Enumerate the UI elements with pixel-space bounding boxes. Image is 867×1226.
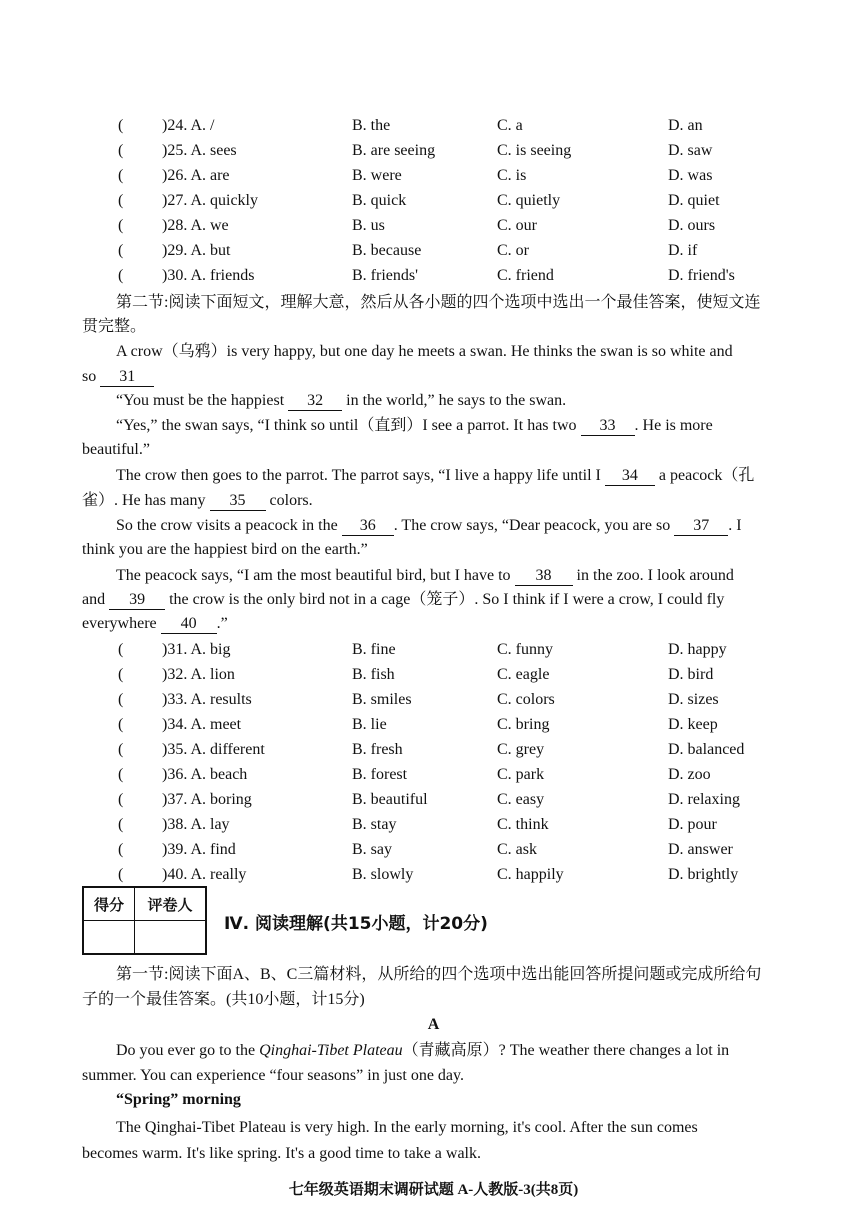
blank-40[interactable]: 40 [161, 615, 217, 634]
option-b: B. lie [352, 716, 387, 733]
option-c: C. colors [497, 691, 555, 708]
answer-paren[interactable]: ( [118, 167, 124, 184]
option-b: B. fish [352, 666, 395, 683]
passage-line: think you are the happiest bird on the earth.” [82, 541, 368, 558]
option-c: C. easy [497, 791, 545, 808]
option-b: B. quick [352, 192, 407, 209]
answer-paren[interactable]: ( [118, 217, 124, 234]
option-c: C. is [497, 167, 527, 184]
passage-a-heading: “Spring” morning [116, 1091, 241, 1108]
option-c: C. park [497, 766, 545, 783]
blank-35[interactable]: 35 [210, 492, 266, 511]
blank-36[interactable]: 36 [342, 517, 394, 536]
blank-34[interactable]: 34 [605, 467, 655, 486]
option-a: )40. A. really [162, 866, 247, 883]
answer-paren[interactable]: ( [118, 641, 124, 658]
option-c: C. grey [497, 741, 545, 758]
answer-paren[interactable]: ( [118, 791, 124, 808]
option-d: D. bird [668, 666, 714, 683]
option-b: B. smiles [352, 691, 412, 708]
option-c: C. think [497, 816, 549, 833]
option-a: )29. A. but [162, 242, 231, 259]
option-c: C. bring [497, 716, 550, 733]
answer-paren[interactable]: ( [118, 666, 124, 683]
section4-instruction-cont: 子的一个最佳答案。(共10小题，计15分) [82, 991, 365, 1008]
option-d: D. ours [668, 217, 716, 234]
answer-paren[interactable]: ( [118, 741, 124, 758]
option-b: B. forest [352, 766, 408, 783]
option-b: B. the [352, 117, 391, 134]
option-c: C. quietly [497, 192, 561, 209]
option-a: )30. A. friends [162, 267, 255, 284]
answer-paren[interactable]: ( [118, 192, 124, 209]
passage-line: “Yes,” the swan says, “I think so until（直到）I see a parrot. It has two 33 . He is more [116, 417, 713, 434]
grader-cell[interactable] [135, 921, 207, 955]
passage-line: So the crow visits a peacock in the 36 . The crow says, “Dear peacock, you are so 37 . I [116, 517, 742, 534]
passage-line: The peacock says, “I am the most beautiful bird, but I have to 38 in the zoo. I look around [116, 567, 734, 584]
answer-paren[interactable]: ( [118, 816, 124, 833]
option-c: C. happily [497, 866, 564, 883]
option-d: D. sizes [668, 691, 719, 708]
grader-header: 评卷人 [135, 887, 207, 921]
option-b: B. beautiful [352, 791, 428, 808]
option-d: D. pour [668, 816, 717, 833]
option-a: )31. A. big [162, 641, 231, 658]
passage-line: beautiful.” [82, 441, 150, 458]
option-a: )33. A. results [162, 691, 252, 708]
option-d: D. happy [668, 641, 727, 658]
passage-line: everywhere 40 .” [82, 615, 228, 632]
option-b: B. because [352, 242, 422, 259]
option-c: C. is seeing [497, 142, 572, 159]
option-b: B. friends' [352, 267, 418, 284]
option-a: )27. A. quickly [162, 192, 258, 209]
option-d: D. balanced [668, 741, 745, 758]
passage-line: and 39 the crow is the only bird not in a cage（笼子）. So I think if I were a crow, I could fly [82, 591, 725, 608]
passage-line: 雀）. He has many 35 colors. [82, 492, 313, 509]
option-b: B. fine [352, 641, 396, 658]
option-b: B. say [352, 841, 392, 858]
blank-39[interactable]: 39 [109, 591, 165, 610]
score-cell[interactable] [83, 921, 135, 955]
option-c: C. a [497, 117, 523, 134]
option-b: B. fresh [352, 741, 403, 758]
option-d: D. brightly [668, 866, 739, 883]
option-c: C. or [497, 242, 529, 259]
blank-32[interactable]: 32 [288, 392, 342, 411]
option-d: D. zoo [668, 766, 711, 783]
option-a: )37. A. boring [162, 791, 252, 808]
section4-instruction: 第一节:阅读下面A、B、C三篇材料，从所给的四个选项中选出能回答所提问题或完成所给句 [116, 966, 762, 983]
option-d: D. was [668, 167, 713, 184]
option-d: D. saw [668, 142, 713, 159]
option-c: C. funny [497, 641, 553, 658]
option-c: C. our [497, 217, 537, 234]
answer-paren[interactable]: ( [118, 267, 124, 284]
option-a: )38. A. lay [162, 816, 230, 833]
passage-a-line: Do you ever go to the Qinghai-Tibet Plateau（青藏高原）? The weather there changes a lot in [116, 1042, 730, 1059]
option-a: )35. A. different [162, 741, 265, 758]
option-b: B. are seeing [352, 142, 436, 159]
answer-paren[interactable]: ( [118, 716, 124, 733]
option-a: )32. A. lion [162, 666, 235, 683]
blank-37[interactable]: 37 [674, 517, 728, 536]
passage-line: A crow（乌鸦）is very happy, but one day he meets a swan. He thinks the swan is so white and [116, 343, 733, 360]
option-d: D. if [668, 242, 698, 259]
blank-33[interactable]: 33 [581, 417, 635, 436]
option-a: )34. A. meet [162, 716, 242, 733]
option-a: )26. A. are [162, 167, 230, 184]
option-c: C. friend [497, 267, 554, 284]
option-d: D. relaxing [668, 791, 740, 808]
option-b: B. us [352, 217, 385, 234]
section2-instruction-cont: 贯完整。 [82, 318, 147, 335]
option-b: B. were [352, 167, 402, 184]
answer-paren[interactable]: ( [118, 142, 124, 159]
answer-paren[interactable]: ( [118, 117, 124, 134]
option-b: B. stay [352, 816, 397, 833]
passage-line: so 31 [82, 367, 154, 387]
section2-instruction: 第二节:阅读下面短文，理解大意，然后从各小题的四个选项中选出一个最佳答案，使短文连 [116, 294, 761, 311]
option-c: C. ask [497, 841, 537, 858]
option-a: )36. A. beach [162, 766, 248, 783]
option-d: D. an [668, 117, 703, 134]
answer-paren[interactable]: ( [118, 766, 124, 783]
option-a: )28. A. we [162, 217, 229, 234]
option-d: D. friend's [668, 267, 735, 284]
answer-paren[interactable]: ( [118, 691, 124, 708]
passage-a-line: summer. You can experience “four seasons” in just one day. [82, 1067, 464, 1084]
score-header: 得分 [83, 887, 135, 921]
passage-a-line: The Qinghai-Tibet Plateau is very high. In the early morning, it's cool. After the sun comes [116, 1119, 698, 1136]
section4-title: Ⅳ. 阅读理解(共15小题，计20分) [224, 914, 488, 934]
passage-line: “You must be the happiest 32 in the world,” he says to the swan. [116, 392, 567, 409]
option-d: D. answer [668, 841, 733, 858]
passage-line: The crow then goes to the parrot. The parrot says, “I live a happy life until I 34 a peacock（孔 [116, 467, 755, 484]
blank-38[interactable]: 38 [515, 567, 573, 586]
answer-paren[interactable]: ( [118, 841, 124, 858]
option-b: B. slowly [352, 866, 414, 883]
blank-31[interactable]: 31 [100, 368, 154, 387]
option-a: )24. A. / [162, 117, 215, 134]
answer-paren[interactable]: ( [118, 866, 124, 883]
option-d: D. quiet [668, 192, 720, 209]
page-footer: 七年级英语期末调研试题 A-人教版-3(共8页) [288, 1182, 579, 1198]
option-d: D. keep [668, 716, 718, 733]
option-a: )25. A. sees [162, 142, 237, 159]
score-table [82, 886, 207, 955]
passage-label: A [427, 1016, 440, 1033]
option-c: C. eagle [497, 666, 550, 683]
answer-paren[interactable]: ( [118, 242, 124, 259]
passage-a-line: becomes warm. It's like spring. It's a good time to take a walk. [82, 1145, 481, 1162]
option-a: )39. A. find [162, 841, 236, 858]
